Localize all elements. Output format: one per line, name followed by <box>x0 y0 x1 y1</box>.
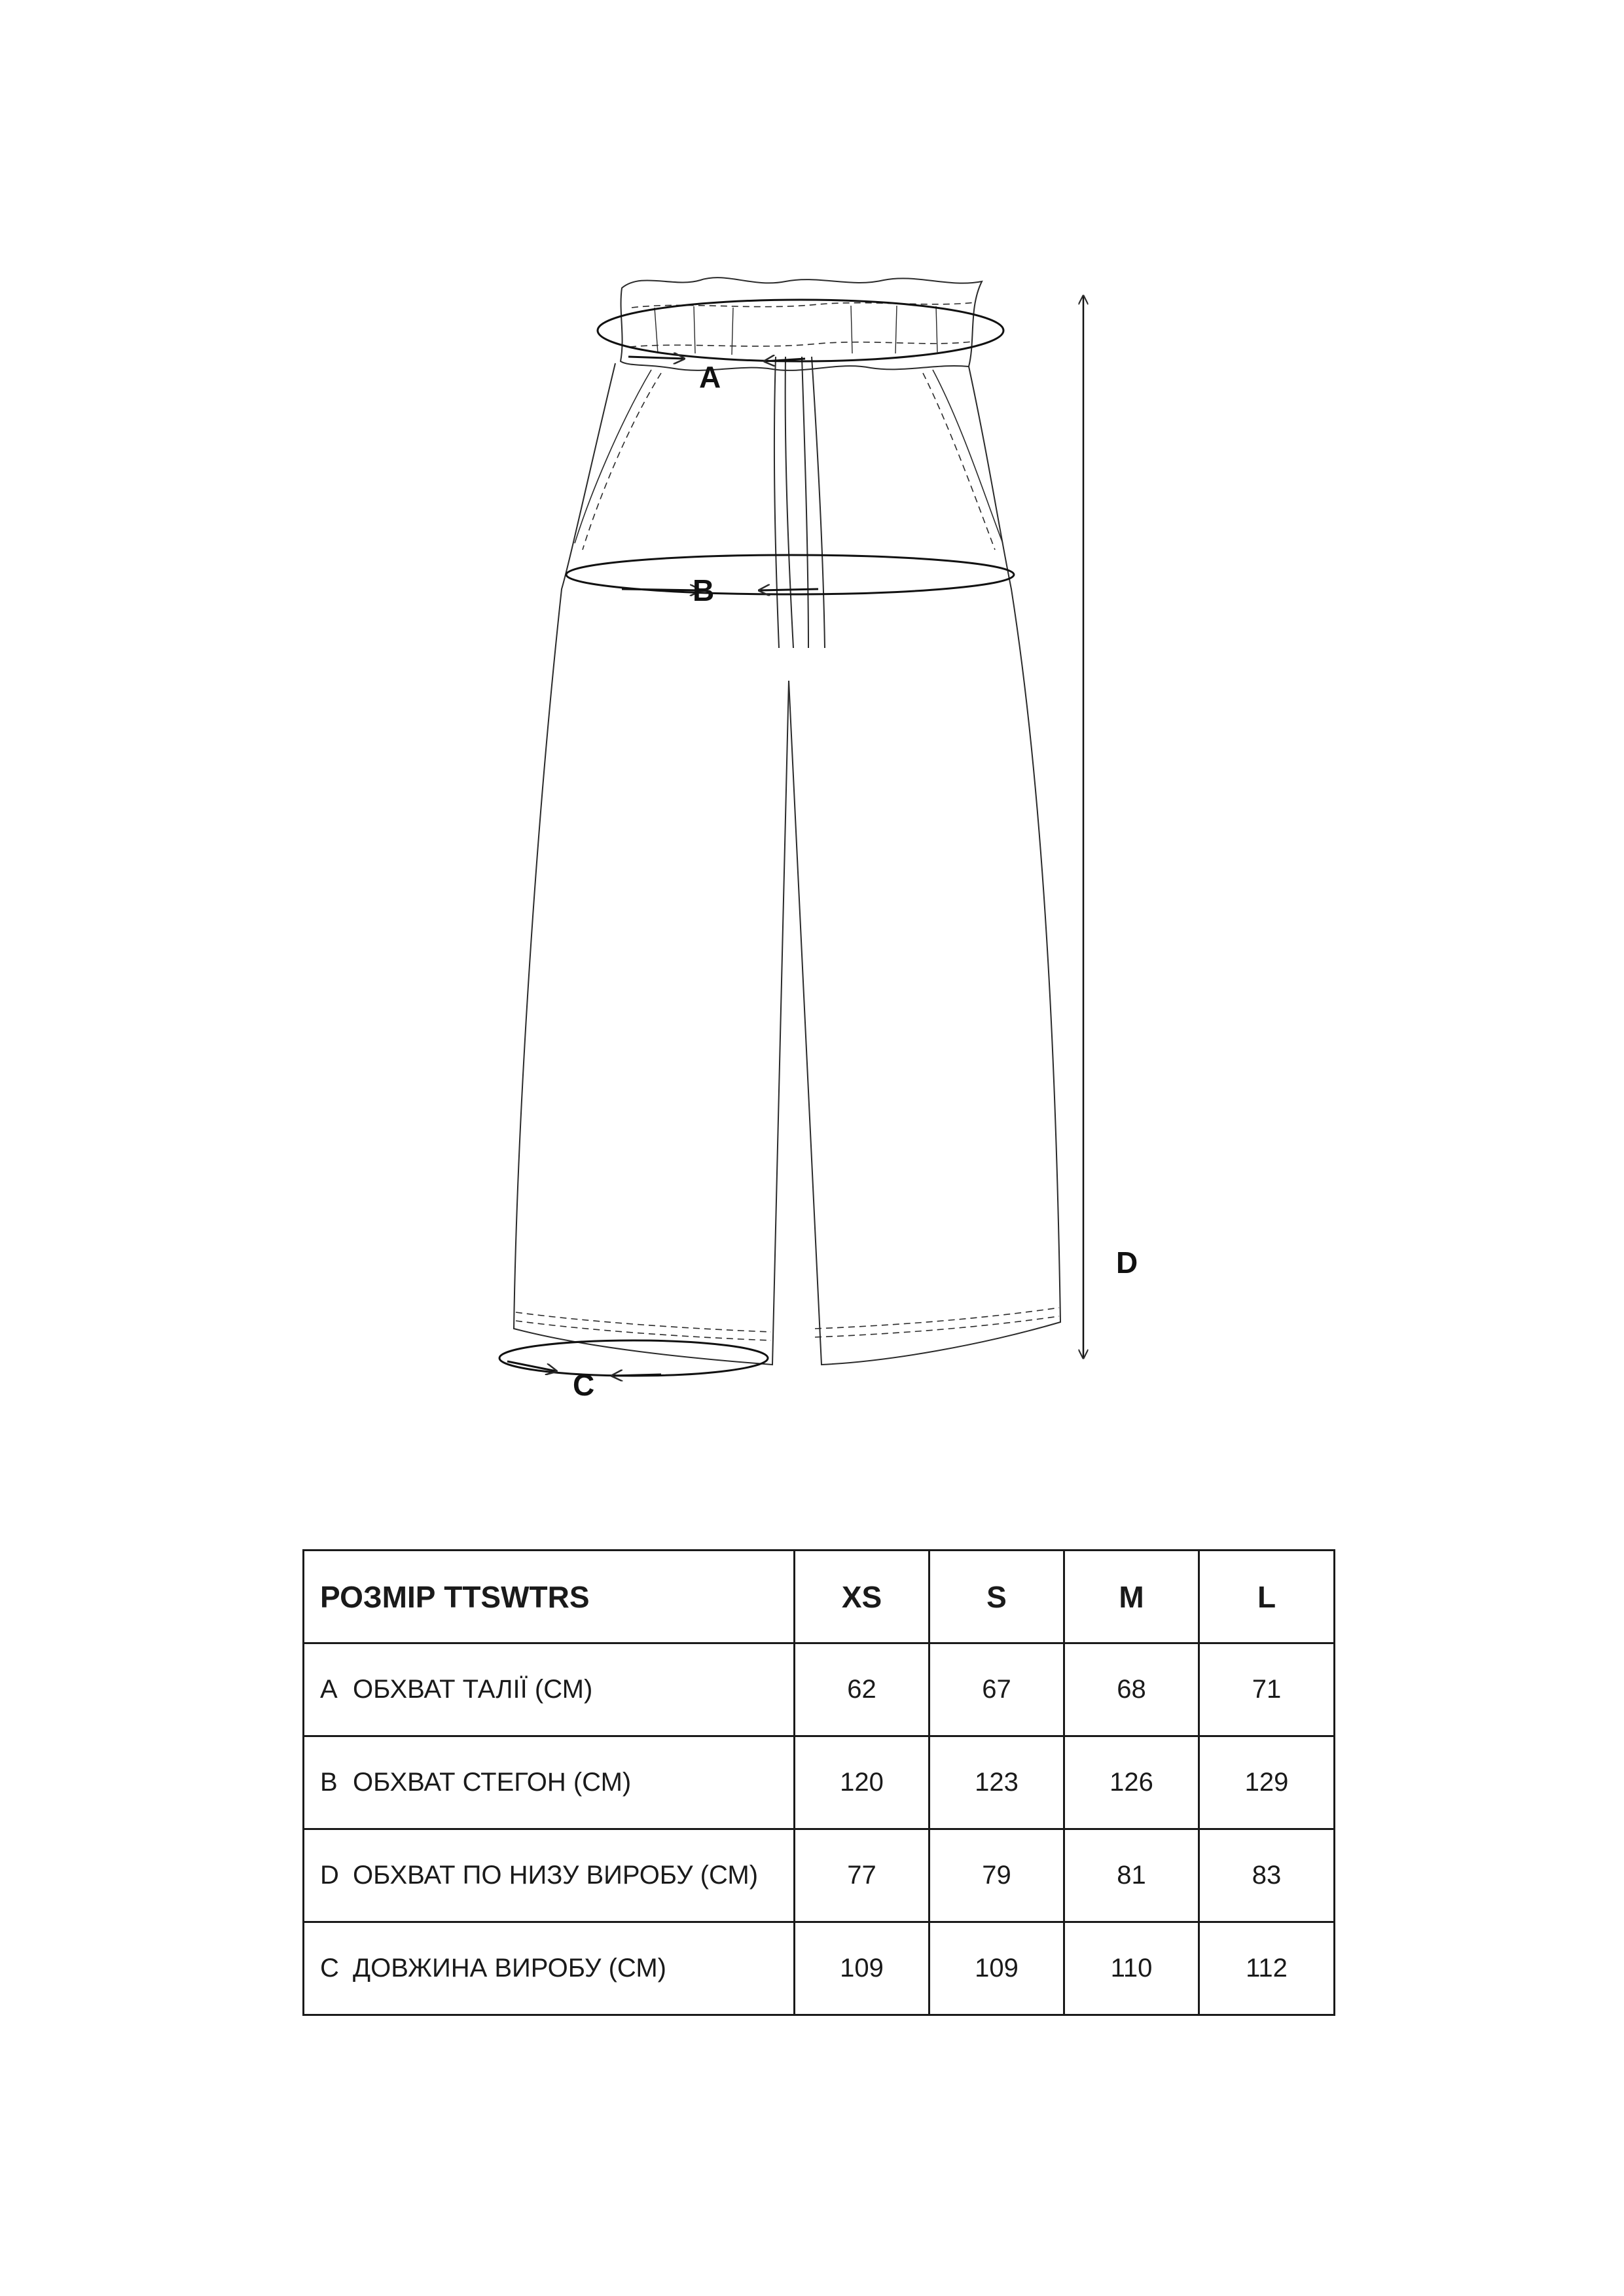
size-header-s: S <box>929 1551 1064 1643</box>
row-label-waist <box>304 1643 795 1736</box>
hip-measure-arrow-right <box>759 589 818 590</box>
row-label: ОБХВАТ ПО НИЗУ ВИРОБУ (СМ) <box>353 1861 759 1890</box>
right-hem-stitch <box>815 1308 1059 1329</box>
left-leg-outline <box>514 363 789 1365</box>
size-header-xs: XS <box>795 1551 929 1643</box>
right-pocket <box>923 373 995 550</box>
size-header-row <box>304 1551 1335 1643</box>
row-code: C <box>320 1954 339 1982</box>
row-code: D <box>320 1861 339 1890</box>
size-header-l: L <box>1199 1551 1335 1643</box>
hip-measure-arrow-left <box>622 589 700 590</box>
table-cell: 123 <box>929 1736 1064 1829</box>
table-cell: 81 <box>1064 1829 1199 1922</box>
table-cell: 129 <box>1199 1736 1335 1829</box>
row-label: ОБХВАТ ТАЛІЇ (СМ) <box>353 1675 593 1704</box>
table-cell: 68 <box>1064 1643 1199 1736</box>
size-table-title: РОЗМІР TTSWTRS <box>304 1551 795 1643</box>
row-label: ДОВЖИНА ВИРОБУ (СМ) <box>353 1954 666 1982</box>
row-label-hips <box>304 1736 795 1829</box>
row-label-length <box>304 1922 795 2015</box>
table-cell: 110 <box>1064 1922 1199 2015</box>
table-cell: 79 <box>929 1829 1064 1922</box>
table-cell: 62 <box>795 1643 929 1736</box>
hem-measure-arrow-right <box>612 1374 661 1376</box>
drawstring-left <box>774 357 779 648</box>
waist-measure-loop <box>598 300 1003 361</box>
table-cell: 109 <box>929 1922 1064 2015</box>
table-cell: 71 <box>1199 1643 1335 1736</box>
label-a: A <box>699 360 721 394</box>
table-cell: 112 <box>1199 1922 1335 2015</box>
table-cell: 77 <box>795 1829 929 1922</box>
label-c: C <box>573 1368 595 1402</box>
waistband-outline <box>621 278 982 370</box>
table-row <box>304 1922 1335 2015</box>
row-code: B <box>320 1768 338 1797</box>
table-cell: 67 <box>929 1643 1064 1736</box>
row-label-hem <box>304 1829 795 1922</box>
left-pocket <box>583 373 661 550</box>
table-row <box>304 1736 1335 1829</box>
label-b: B <box>693 573 715 607</box>
drawstring-right <box>802 357 808 648</box>
table-cell: 120 <box>795 1736 929 1829</box>
size-header-m: M <box>1064 1551 1199 1643</box>
size-chart-table <box>302 1549 1335 2016</box>
table-cell: 83 <box>1199 1829 1335 1922</box>
row-code: A <box>320 1675 338 1704</box>
row-label: ОБХВАТ СТЕГОН (СМ) <box>353 1768 632 1797</box>
table-row <box>304 1829 1335 1922</box>
table-cell: 109 <box>795 1922 929 2015</box>
waist-measure-arrow-left <box>628 357 684 359</box>
label-d: D <box>1116 1246 1138 1280</box>
table-row <box>304 1643 1335 1736</box>
table-cell: 126 <box>1064 1736 1199 1829</box>
hem-measure-loop <box>499 1340 768 1376</box>
right-leg-outline <box>789 367 1060 1365</box>
left-hem-stitch <box>516 1312 771 1332</box>
